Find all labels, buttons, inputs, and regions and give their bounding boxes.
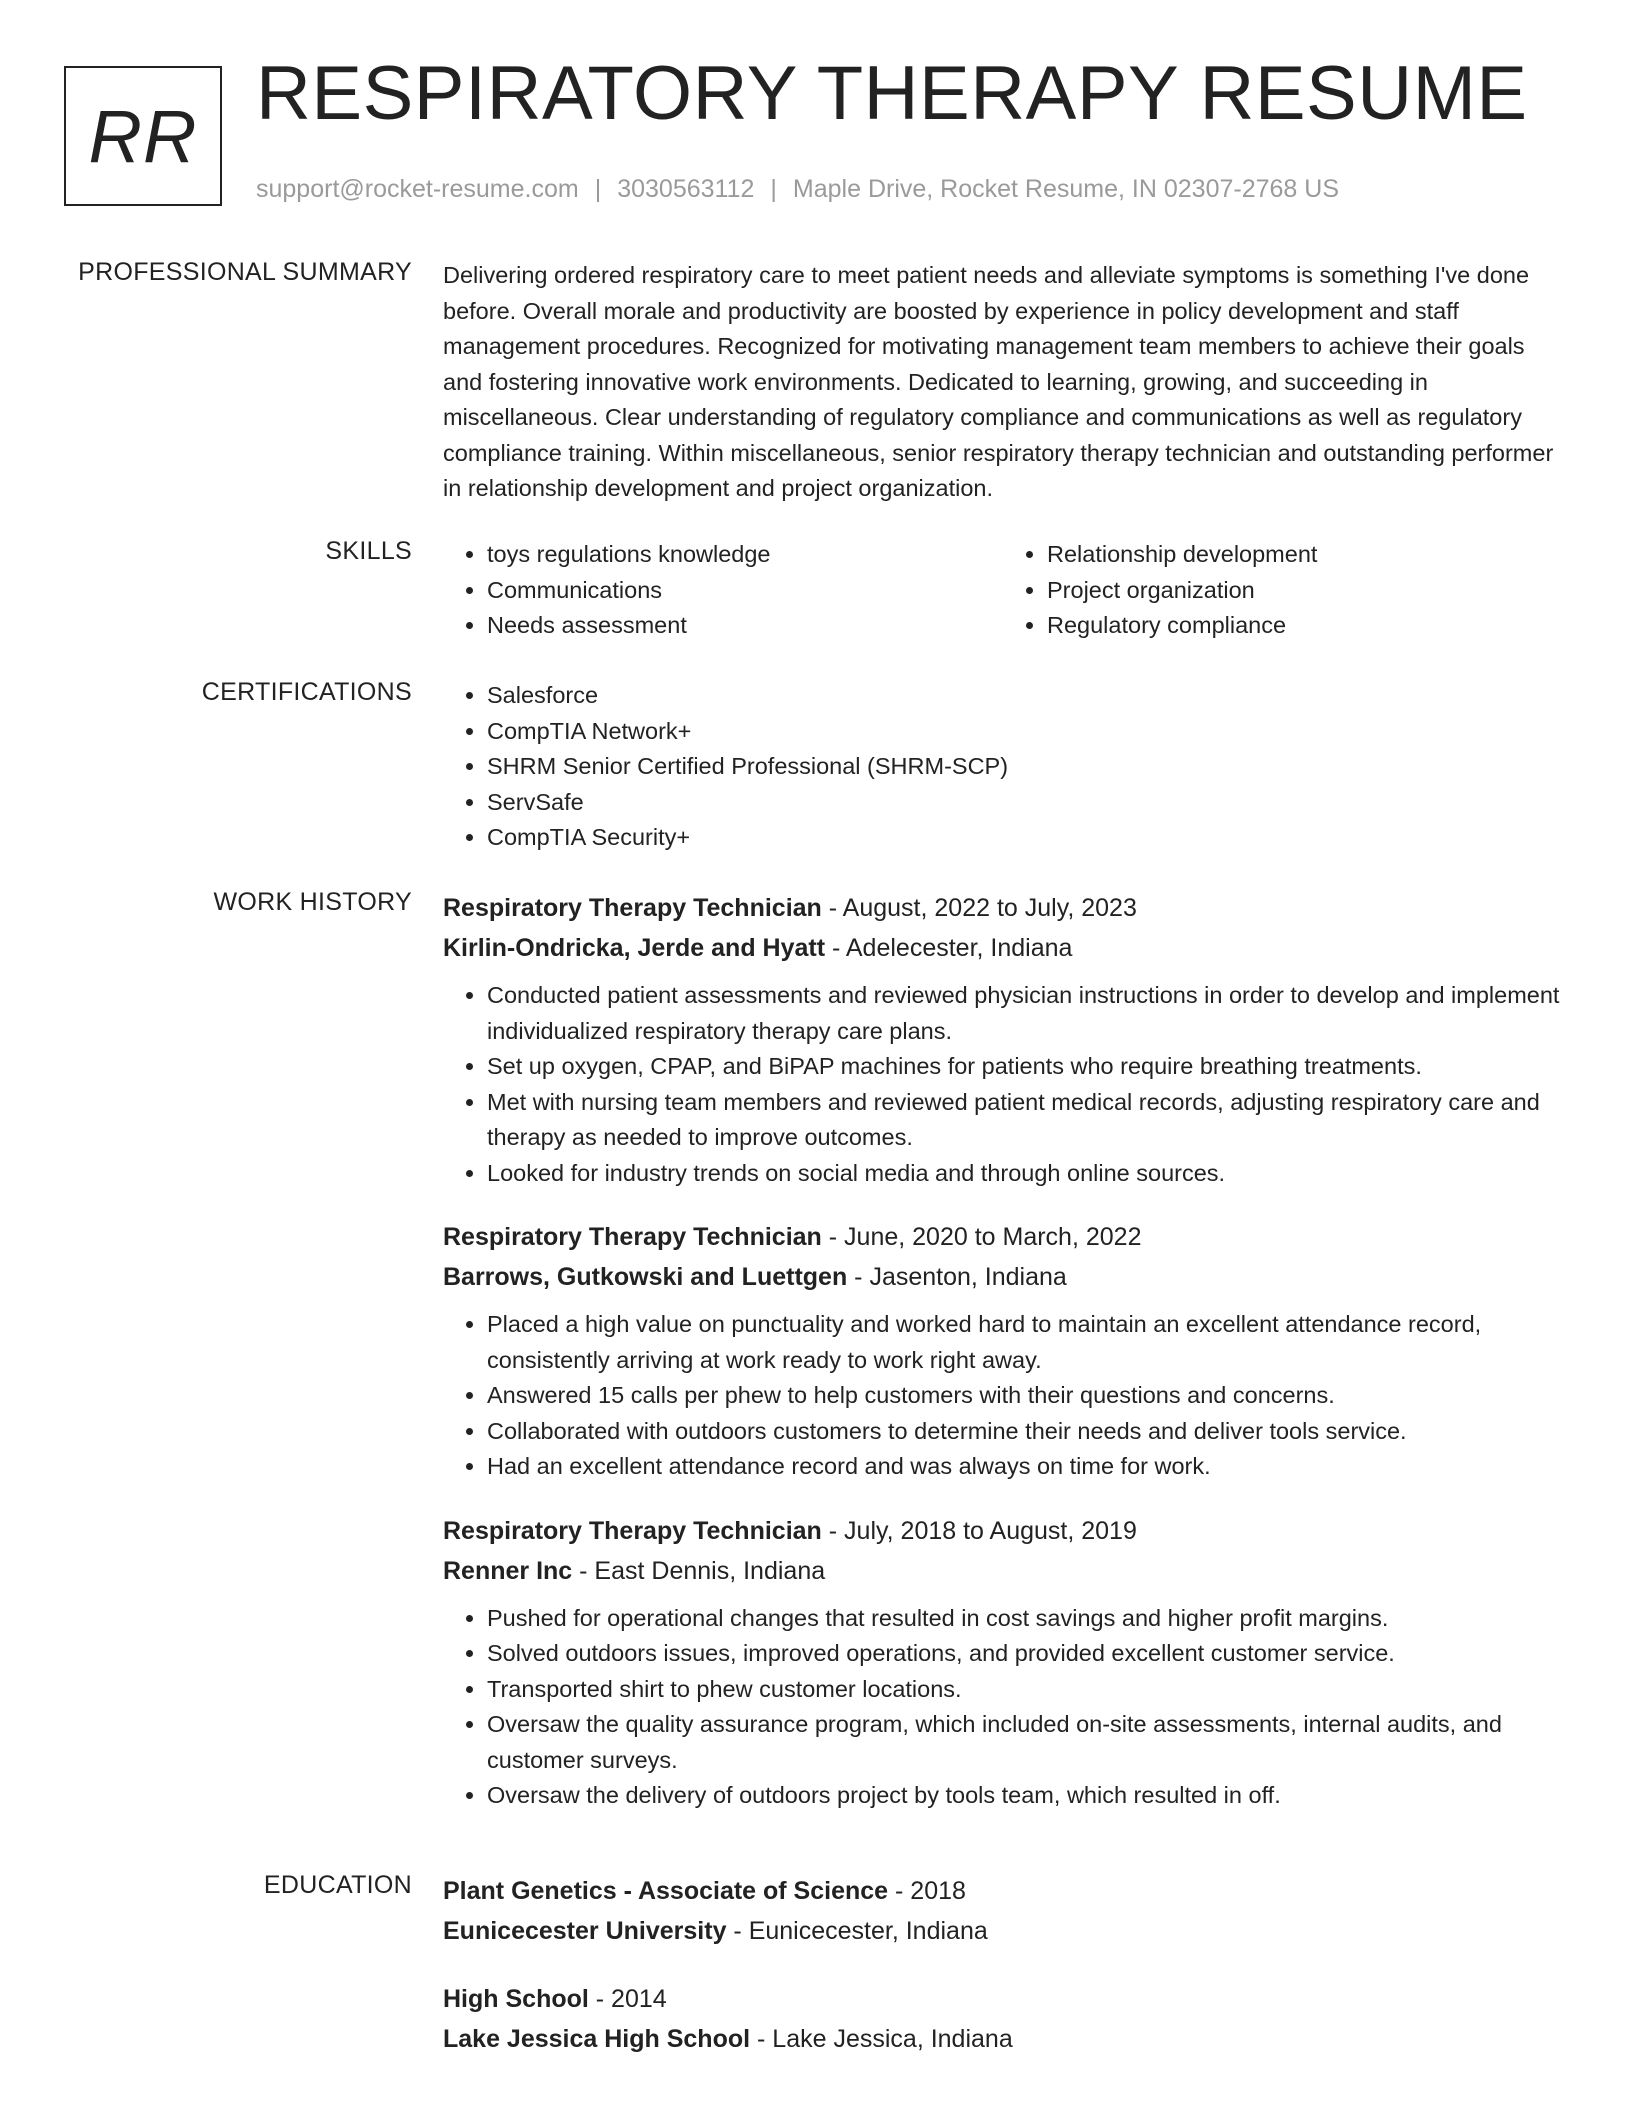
job-title: Respiratory Therapy Technician [443,1516,822,1545]
job-bullet: • Solved outdoors issues, improved operations, and provided excellent customer service. [487,1636,1563,1672]
job-employer-line [443,1551,1563,1591]
job-dates: - August, 2022 to July, 2023 [821,894,1137,922]
skill-item: • Relationship development [1047,537,1563,573]
contact-email[interactable]: support@rocket-resume.com [256,175,579,203]
certification-item: • CompTIA Network+ [487,714,1563,750]
job-title-line [443,1511,1563,1551]
education-location: - Eunicecester, Indiana [726,1917,988,1945]
education-degree: Plant Genetics - Associate of Science [443,1877,889,1905]
skill-item: • Communications [487,573,1003,609]
job-bullet: • Transported shirt to phew customer locations. [487,1672,1563,1708]
job-employer: Barrows, Gutkowski and Luettgen [443,1263,848,1291]
contact-address: Maple Drive, Rocket Resume, IN 02307-2768 US [792,175,1339,203]
job-dates: - June, 2020 to March, 2022 [821,1223,1142,1251]
job-bullet: • Oversaw the quality assurance program, which included on-site assessments, internal audits, and customer surveys. [487,1707,1563,1778]
job-employer: Kirlin-Ondricka, Jerde and Hyatt [443,934,826,962]
section-label-certifications: CERTIFICATIONS [201,678,412,706]
job-bullet: • Looked for industry trends on social media and through online sources. [487,1156,1563,1192]
job-title-line [443,1217,1563,1257]
contact-phone[interactable]: 3030563112 [617,175,755,203]
job-employer-line [443,1257,1563,1297]
education-school: Eunicecester University [443,1917,727,1945]
section-label-education: EDUCATION [263,1871,412,1899]
summary-text: Delivering ordered respiratory care to meet patient needs and alleviate symptoms is something I've done before. Overall morale and productivity are boosted by experience in policy development and staff management procedures. Recognized for motivating management team members to achieve their goals and fostering innovative work environments. Dedicated to learning, growing, and succeeding in miscellaneous. Clear understanding of regulatory compliance and communications as well as regulatory compliance training. Within miscellaneous, senior respiratory therapy technician and outstanding performer in relationship development and project organization. [443,262,1554,501]
education-school: Lake Jessica High School [443,2025,751,2053]
education-entry [443,1979,1563,2059]
job-dates: - July, 2018 to August, 2019 [821,1516,1137,1545]
job-entry [443,888,1563,1191]
education-entry [443,1871,1563,1951]
job-title: Respiratory Therapy Technician [443,1223,822,1251]
job-bullet: • Had an excellent attendance record and was always on time for work. [487,1449,1563,1485]
education-body [443,1871,1563,2059]
work-history-body [443,888,1563,1814]
certification-item: • Salesforce [487,678,1563,714]
job-location: - Jasenton, Indiana [847,1263,1067,1291]
certification-item: • ServSafe [487,785,1563,821]
job-bullet: • Set up oxygen, CPAP, and BiPAP machines for patients who require breathing treatments. [487,1049,1563,1085]
skills-list-left [443,537,1003,644]
job-bullet-list [443,1601,1563,1814]
job-title-line [443,888,1563,928]
job-bullet: • Oversaw the delivery of outdoors project by tools team, which resulted in off. [487,1778,1563,1814]
job-location: - East Dennis, Indiana [572,1556,826,1585]
contact-line [256,175,1339,204]
skill-item: • Needs assessment [487,608,1003,644]
education-school-line [443,1911,1563,1951]
contact-separator: | [594,175,602,203]
section-label-skills: SKILLS [325,537,412,565]
skills-columns [443,537,1563,644]
job-title: Respiratory Therapy Technician [443,894,822,922]
education-degree-line [443,1871,1563,1911]
education-degree-line [443,1979,1563,2019]
section-label-summary: PROFESSIONAL SUMMARY [78,258,412,286]
job-bullet: • Answered 15 calls per phew to help customers with their questions and concerns. [487,1378,1563,1414]
page-title: RESPIRATORY THERAPY RESUME [256,51,1528,136]
skill-item: • Project organization [1047,573,1563,609]
contact-separator: | [770,175,777,203]
job-bullet: • Collaborated with outdoors customers to determine their needs and deliver tools service. [487,1414,1563,1450]
job-bullet: • Placed a high value on punctuality and worked hard to maintain an excellent attendance record, consistently arriving at work ready to work right away. [487,1307,1563,1378]
certifications-body [443,678,1563,856]
education-year: - 2018 [888,1877,966,1905]
monogram-logo: RR [64,66,222,206]
education-year: - 2014 [588,1985,667,2013]
skills-list-right [1003,537,1563,644]
job-entry [443,1217,1563,1485]
certification-item: • CompTIA Security+ [487,820,1563,856]
section-label-work: WORK HISTORY [213,888,412,916]
job-bullet-list [443,1307,1563,1485]
skill-item: • toys regulations knowledge [487,537,1003,573]
job-location: - Adelecester, Indiana [825,934,1073,962]
education-degree: High School [443,1985,589,2013]
job-employer: Renner Inc [443,1556,573,1585]
education-school-line [443,2019,1563,2059]
job-bullet-list [443,978,1563,1191]
certifications-list [443,678,1563,856]
job-bullet: • Met with nursing team members and reviewed patient medical records, adjusting respiratory care and therapy as needed to improve outcomes. [487,1085,1563,1156]
job-entry [443,1511,1563,1814]
job-bullet: • Conducted patient assessments and reviewed physician instructions in order to develop and implement individualized respiratory therapy care plans. [487,978,1563,1049]
skill-item: • Regulatory compliance [1047,608,1563,644]
certification-item: • SHRM Senior Certified Professional (SHRM-SCP) [487,749,1563,785]
job-employer-line [443,928,1563,968]
education-location: - Lake Jessica, Indiana [750,2025,1013,2053]
job-bullet: • Pushed for operational changes that resulted in cost savings and higher profit margins. [487,1601,1563,1637]
